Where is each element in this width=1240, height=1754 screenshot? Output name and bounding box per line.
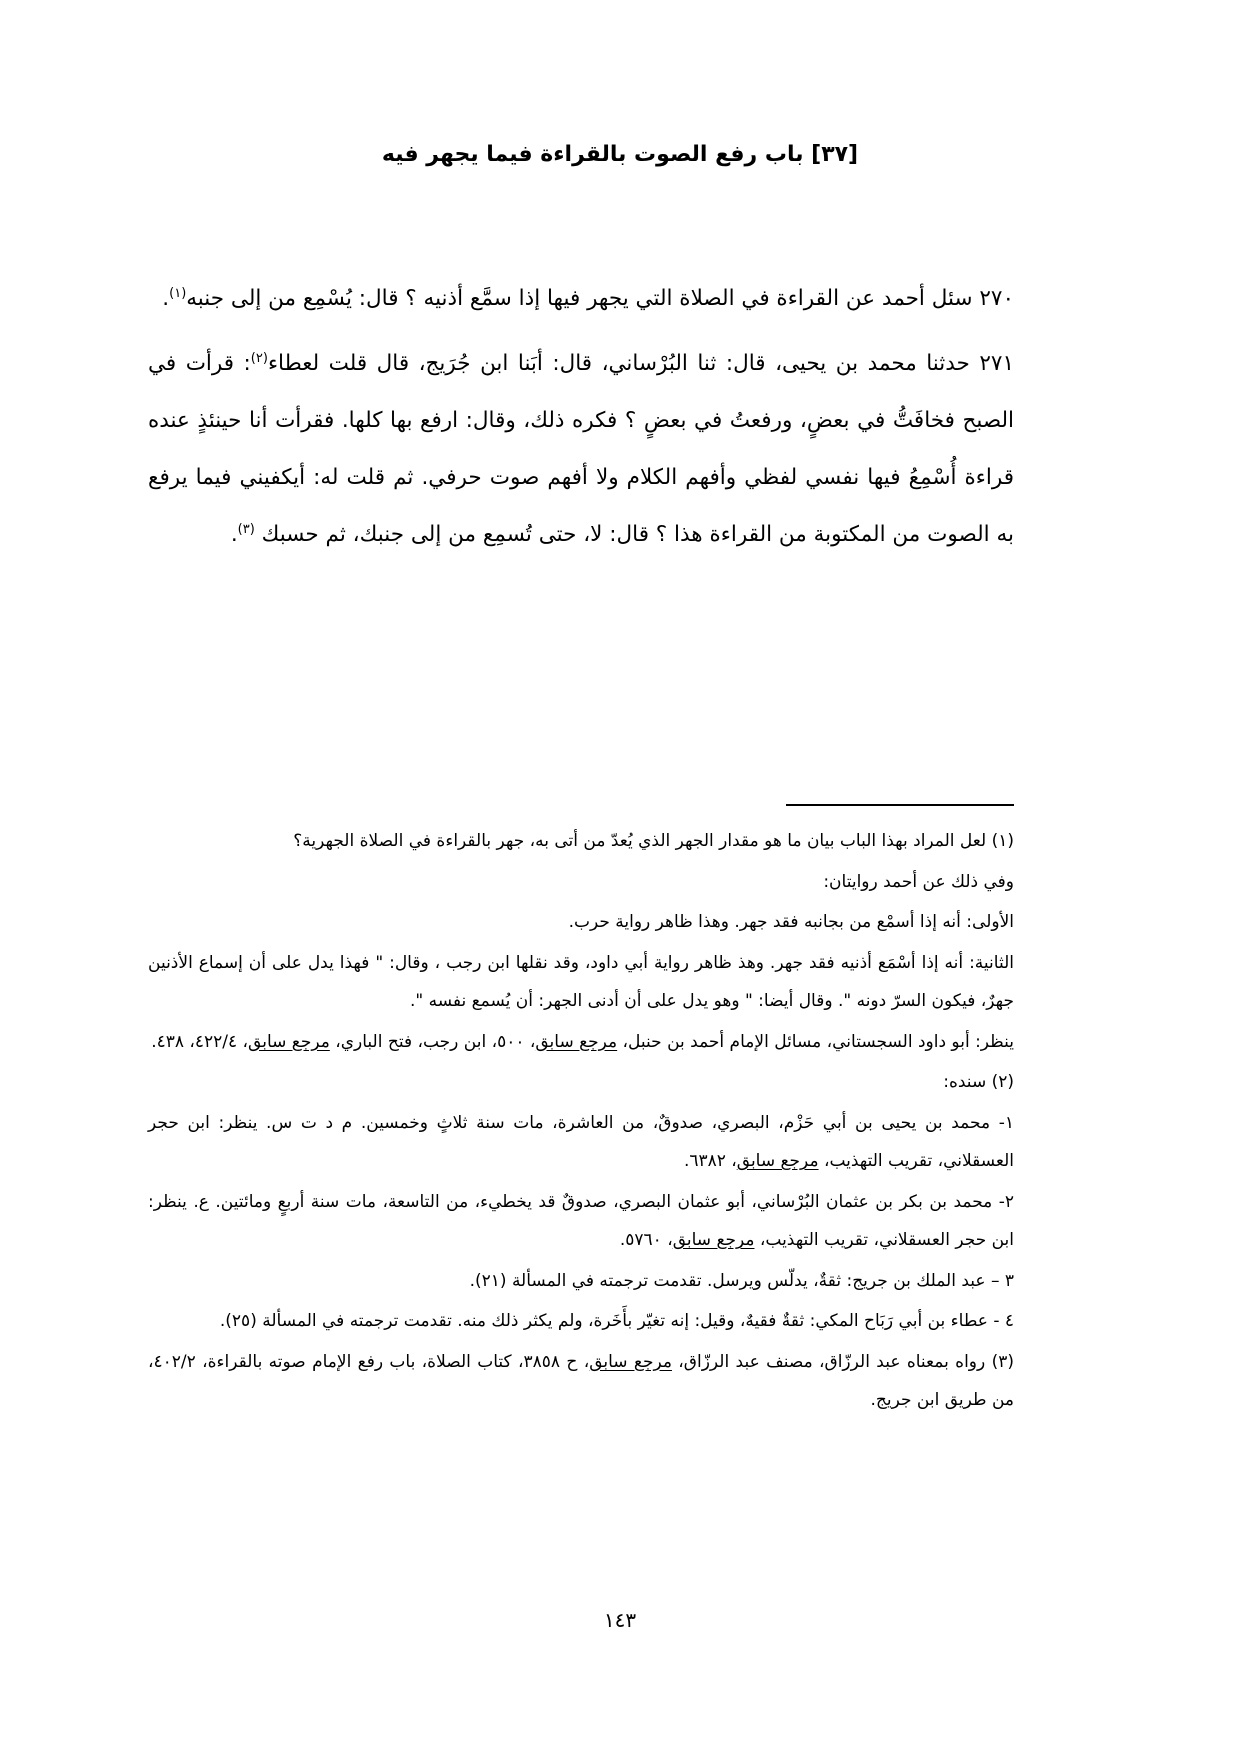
- reference-link: مرجع سابق: [672, 1230, 755, 1250]
- paragraph-271-text-b: : قرأت في الصبح فخافَتُّ في بعضٍ، ورفعتُ في بعضٍ ؟ فكره ذلك، وقال: ارفع بها كلها. فقرأت أنا حينئذٍ عنده قراءة أُسْمِعُ فيها نفسي لفظي وأفهم الكلام ولا أفهم صوت حرفي. ثم قلت له: أيكفيني فيما يرفع به الصوت من المكتوبة من القراءة هذا ؟ قال: لا، حتى تُسمِع من إلى جنبك، ثم حسبك: [148, 351, 1014, 547]
- footnote-2-item-2: ٢- محمد بن بكر بن عثمان البُرْساني، أبو عثمان البصري، صدوقٌ قد يخطيء، من التاسعة، مات سنة أربعٍ ومائتين. ع. ينظر: ابن حجر العسقلاني، تقريب التهذيب، مرجع سابق، ٥٧٦٠.: [148, 1191, 1014, 1250]
- footnote-1-line-3: الأولى: أنه إذا أسمْع من بجانبه فقد جهر. وهذا ظاهر رواية حرب.: [568, 912, 1014, 932]
- footnote-1-line-4: الثانية: أنه إذا أسْمَع أذنيه فقد جهر. وهذ ظاهر رواية أبي داود، وقد نقلها ابن رجب ، وقال: " فهذا يدل على أن إسماع الأذنين جهرٌ، فيكون السرّ دونه ". وقال أيضا: " وهو يدل على أن أدنى الجهر: أن يُسمع نفسه ".: [148, 952, 1014, 1011]
- reference-link: مرجع سابق: [589, 1351, 672, 1372]
- footnote-3: (٣) رواه بمعناه عبد الرزّاق، مصنف عبد الرزّاق، مرجع سابق، ح ٣٨٥٨، كتاب الصلاة، باب رفع الإمام صوته بالقراءة، ٤٠٢/٢، من طريق ابن جريج.: [148, 1351, 1014, 1410]
- footnote-1: (١) لعل المراد بهذا الباب بيان ما هو مقدار الجهر الذي يُعدّ من أتى به، جهر بالقراءة في الصلاة الجهرية؟: [293, 831, 1014, 851]
- footnote-ref-3[interactable]: (٣): [237, 521, 255, 537]
- footnote-2-item-3: ٣ – عبد الملك بن جريج: ثقةٌ، يدلّس ويرسل. تقدمت ترجمته في المسألة (٢١).: [469, 1270, 1014, 1291]
- reference-link: مرجع سابق: [736, 1151, 819, 1171]
- footnote-1-line-2: وفي ذلك عن أحمد روايتان:: [823, 871, 1014, 892]
- paragraph-271: ٢٧١ حدثنا محمد بن يحيى، قال: ثنا البُرْساني، قال: أبَنا ابن جُرَيج، قال قلت لعطاء$^{(٢)}$: قرأت في الصبح فخافَتُّ في بعضٍ، ورفعتُ في بعضٍ ؟ فكره ذلك، وقال: ارفع بها كلها. فقرأت أنا حينئذٍ عنده قراءة أُسْمِعُ فيها نفسي لفظي وأفهم الكلام ولا أفهم صوت حرفي. ثم قلت له: أيكفيني فيما يرفع به الصوت من المكتوبة من القراءة هذا ؟ قال: لا، حتى تُسمِع من إلى جنبك، ثم حسبك $^{(٣)}$.: [148, 350, 1014, 547]
- paragraph-270-text: ٢٧٠ سئل أحمد عن القراءة في الصلاة التي يجهر فيها إذا سمَّع أذنيه ؟ قال: يُسْمِع من إلى جنبه: [186, 286, 1014, 311]
- paragraph-271-text-a: ٢٧١ حدثنا محمد بن يحيى، قال: ثنا البُرْساني، قال: أبَنا ابن جُرَيج، قال قلت لعطاء: [267, 351, 1014, 376]
- footnote-2-item-1: ١- محمد بن يحيى بن أبي حَزْم، البصري، صدوقٌ، من العاشرة، مات سنة ثلاثٍ وخمسين. م د ت س. ينظر: ابن حجر العسقلاني، تقريب التهذيب، مرجع سابق، ٦٣٨٢.: [148, 1112, 1014, 1171]
- reference-link: مرجع سابق: [535, 1031, 618, 1052]
- reference-link: مرجع سابق: [248, 1031, 330, 1052]
- footnote-2: (٢) سنده:: [943, 1072, 1014, 1092]
- footnote-separator: [786, 804, 1014, 806]
- section-title: [٣٧] باب رفع الصوت بالقراءة فيما يجهر فيه: [381, 142, 859, 167]
- footnote-2-item-4: ٤ - عطاء بن أبي رَبَاح المكي: ثقةٌ فقيهٌ، وقيل: إنه تغيّر بأَخَرة، ولم يكثر ذلك منه. تقدمت ترجمته في المسألة (٢٥).: [219, 1311, 1014, 1331]
- footnotes: [148, 822, 1014, 1420]
- main-text: [148, 270, 1014, 571]
- footnote-ref-2[interactable]: (٢): [250, 350, 268, 366]
- paragraph-270: ٢٧٠ سئل أحمد عن القراءة في الصلاة التي يجهر فيها إذا سمَّع أذنيه ؟ قال: يُسْمِع من إلى جنبه$^{(١)}$.: [162, 285, 1014, 311]
- page-number: ١٤٣: [603, 1608, 637, 1632]
- footnote-1-refs: ينظر: أبو داود السجستاني، مسائل الإمام أحمد بن حنبل، مرجع سابق، ٥٠٠، ابن رجب، فتح الباري، مرجع سابق، ٤٢٢/٤، ٤٣٨.: [151, 1031, 1014, 1052]
- footnote-ref-1[interactable]: (١): [169, 285, 187, 301]
